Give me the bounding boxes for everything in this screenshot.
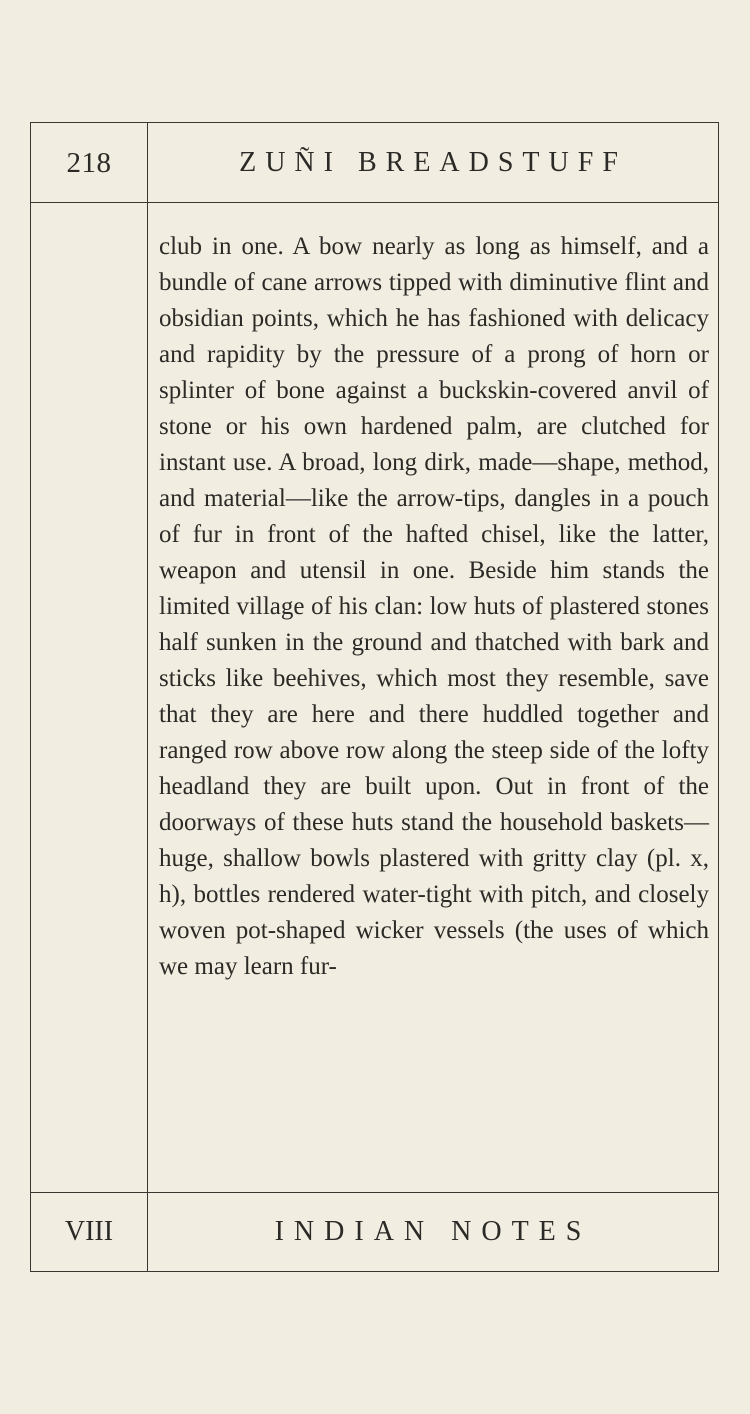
body-paragraph: club in one. A bow nearly as long as himself, and a bundle of cane arrows tipped with diminutive flint and obsidian points, which he has fashioned with delicacy and rapidity by the pressure of a prong of horn or splinter of bone against a buckskin-covered anvil of stone or his own hardened palm, are clutched for instant use. A broad, long dirk, made—shape, method, and material—like the arrow-tips, dangles in a pouch of fur in front of the hafted chisel, like the latter, weapon and utensil in one. Beside him stands the limited village of his clan: low huts of plastered stones half sunken in the ground and thatched with bark and sticks like beehives, which most they resemble, save that they are here and there huddled together and ranged row above row along the steep side of the lofty headland they are built upon. Out in front of the doorways of these huts stand the household baskets—huge, shallow bowls plastered with gritty clay (pl. x, h), bottles rendered water-tight with pitch, and closely woven pot-shaped wicker vessels (the uses of which we may learn fur-	[159, 233, 709, 980]
running-head: ZUÑI BREADSTUFF	[239, 147, 627, 178]
page-number: 218	[66, 147, 112, 179]
body-text	[159, 229, 709, 985]
series-title: INDIAN NOTES	[274, 1216, 592, 1247]
page-header	[31, 123, 718, 203]
page-body	[31, 203, 718, 1193]
page-footer	[31, 1193, 718, 1271]
margin-divider	[147, 203, 148, 1192]
page-frame	[30, 122, 719, 1272]
series-number: VIII	[64, 1216, 114, 1247]
